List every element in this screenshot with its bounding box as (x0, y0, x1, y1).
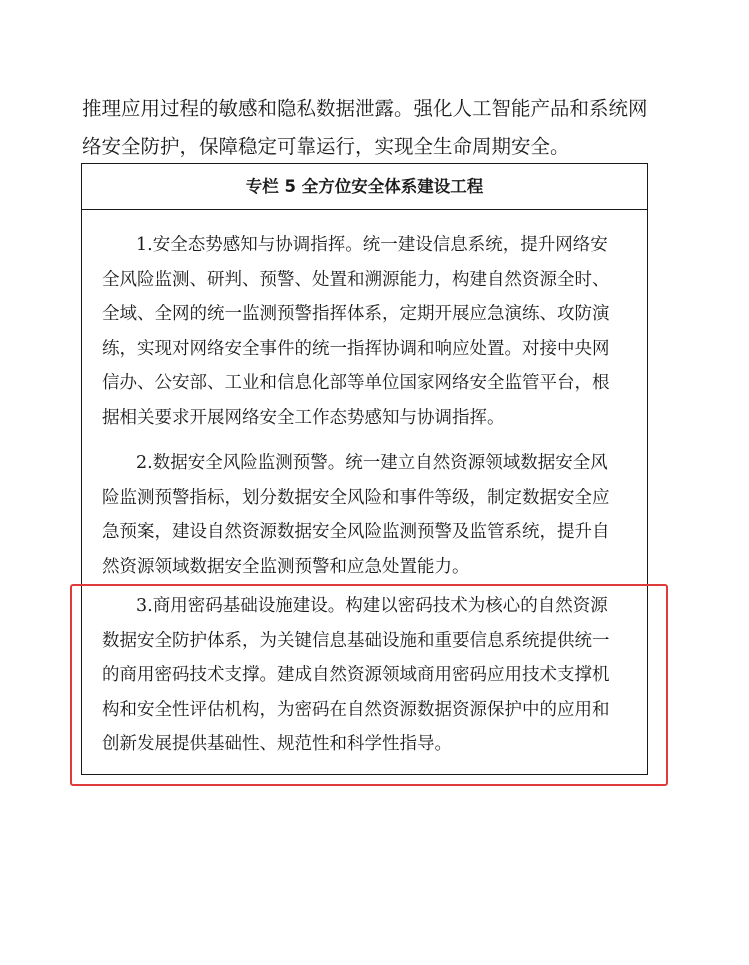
column-item-situational-awareness (102, 228, 632, 435)
column-item-data-risk-monitoring (102, 446, 632, 584)
item-line: 全域、全网的统一监测预警指挥体系，定期开展应急演练、攻防演 (102, 304, 610, 324)
item-line: 2.数据安全风险监测预警。统一建立自然资源领域数据安全风 (136, 453, 608, 473)
item-line: 据相关要求开展网络安全工作态势感知与协调指挥。 (102, 407, 505, 428)
item-line: 3.商用密码基础设施建设。构建以密码技术为核心的自然资源 (136, 596, 608, 616)
item-line: 练，实现对网络安全事件的统一指挥协调和响应处置。对接中央网 (102, 338, 610, 359)
item-line: 构和安全性评估机构，为密码在自然资源数据资源保护中的应用和 (102, 699, 610, 720)
item-line: 的商用密码技术支撑。建成自然资源领域商用密码应用技术支撑机 (102, 665, 610, 685)
item-line: 信办、公安部、工业和信息化部等单位国家网络安全监管平台，根 (102, 373, 610, 393)
item-line: 急预案，建设自然资源数据安全风险监测预警及监管系统，提升自 (102, 522, 610, 542)
item-line: 创新发展提供基础性、规范性和科学性指导。 (102, 734, 452, 754)
item-line: 数据安全防护体系，为关键信息基础设施和重要信息系统提供统一 (102, 630, 610, 651)
item-line: 然资源领域数据安全监测预警和应急处置能力。 (102, 556, 470, 577)
item-line: 险监测预警指标，划分数据安全风险和事件等级，制定数据安全应 (102, 487, 610, 508)
item-line: 全风险监测、研判、预警、处置和溯源能力，构建自然资源全时、 (102, 269, 610, 290)
column-item-commercial-cryptography (102, 589, 632, 762)
column-box (81, 163, 648, 775)
item-line: 1.安全态势感知与协调指挥。统一建设信息系统，提升网络安 (136, 235, 608, 255)
intro-paragraph (82, 90, 662, 166)
intro-line: 络安全防护，保障稳定可靠运行，实现全生命周期安全。 (82, 135, 570, 158)
intro-line: 推理应用过程的敏感和隐私数据泄露。强化人工智能产品和系统网 (82, 97, 648, 120)
column-title: 专栏 5 全方位安全体系建设工程 (82, 164, 647, 210)
